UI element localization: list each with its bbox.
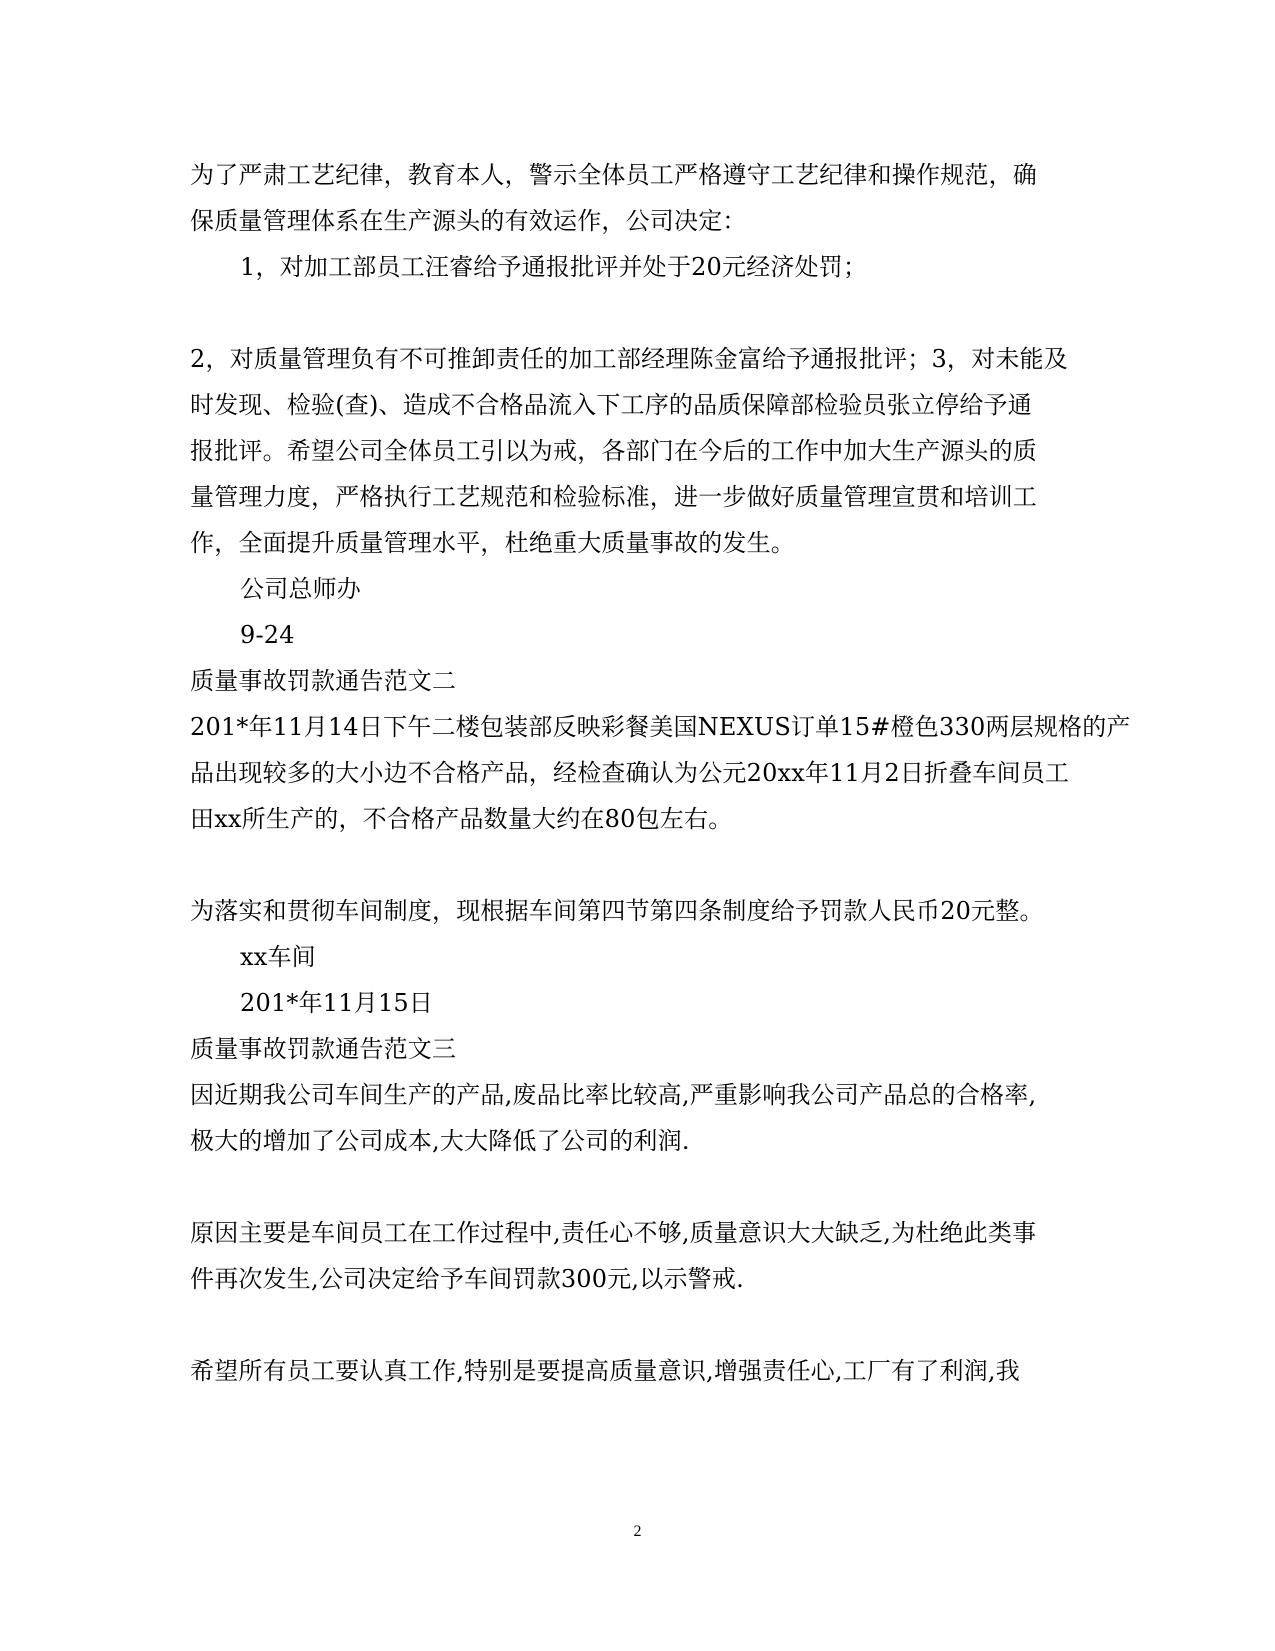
body-text-line: 田xx所生产的，不合格产品数量大约在80包左右。 (190, 805, 733, 833)
body-text-line: 量管理力度，严格执行工艺规范和检验标准，进一步做好质量管理宣贯和培训工 (190, 483, 1037, 511)
signature-date: 9-24 (240, 621, 295, 649)
signature-date: 201*年11月15日 (240, 989, 434, 1017)
page-number: 2 (633, 1523, 642, 1540)
body-text-line: 保质量管理体系在生产源头的有效运作，公司决定： (190, 207, 747, 235)
body-text-line: 时发现、检验(查)、造成不合格品流入下工序的品质保障部检验员张立停给予通 (190, 391, 1032, 419)
body-text-line: 作，全面提升质量管理水平，杜绝重大质量事故的发生。 (190, 529, 795, 557)
body-text-line: 为落实和贯彻车间制度，现根据车间第四节第四条制度给予罚款人民币20元整。 (190, 897, 1044, 925)
body-text-line: 201*年11月14日下午二楼包装部反映彩餐美国NEXUS订单15#橙色330两层规格的产 (190, 713, 1131, 741)
body-text-line: 品出现较多的大小边不合格产品，经检查确认为公元20xx年11月2日折叠车间员工 (190, 759, 1070, 787)
signature-department: xx车间 (240, 943, 316, 971)
body-text-line: 希望所有员工要认真工作,特别是要提高质量意识,增强责任心,工厂有了利润,我 (190, 1357, 1020, 1385)
body-text-line: 报批评。希望公司全体员工引以为戒，各部门在今后的工作中加大生产源头的质 (190, 437, 1037, 465)
list-item-2-3: 2，对质量管理负有不可推卸责任的加工部经理陈金富给予通报批评；3，对未能及 (190, 345, 1068, 373)
body-text-line: 件再次发生,公司决定给予车间罚款300元,以示警戒. (190, 1265, 744, 1293)
section-heading-3: 质量事故罚款通告范文三 (190, 1035, 457, 1063)
body-text-line: 原因主要是车间员工在工作过程中,责任心不够,质量意识大大缺乏,为杜绝此类事 (190, 1219, 1037, 1247)
list-item-1: 1，对加工部员工汪睿给予通报批评并处于20元经济处罚； (240, 253, 868, 281)
section-heading-2: 质量事故罚款通告范文二 (190, 667, 457, 695)
body-text-line: 极大的增加了公司成本,大大降低了公司的利润. (190, 1127, 690, 1155)
signature-department: 公司总师办 (240, 575, 361, 603)
body-text-line: 因近期我公司车间生产的产品,废品比率比较高,严重影响我公司产品总的合格率, (190, 1081, 1037, 1109)
body-text-line: 为了严肃工艺纪律，教育本人，警示全体员工严格遵守工艺纪律和操作规范，确 (190, 161, 1037, 189)
